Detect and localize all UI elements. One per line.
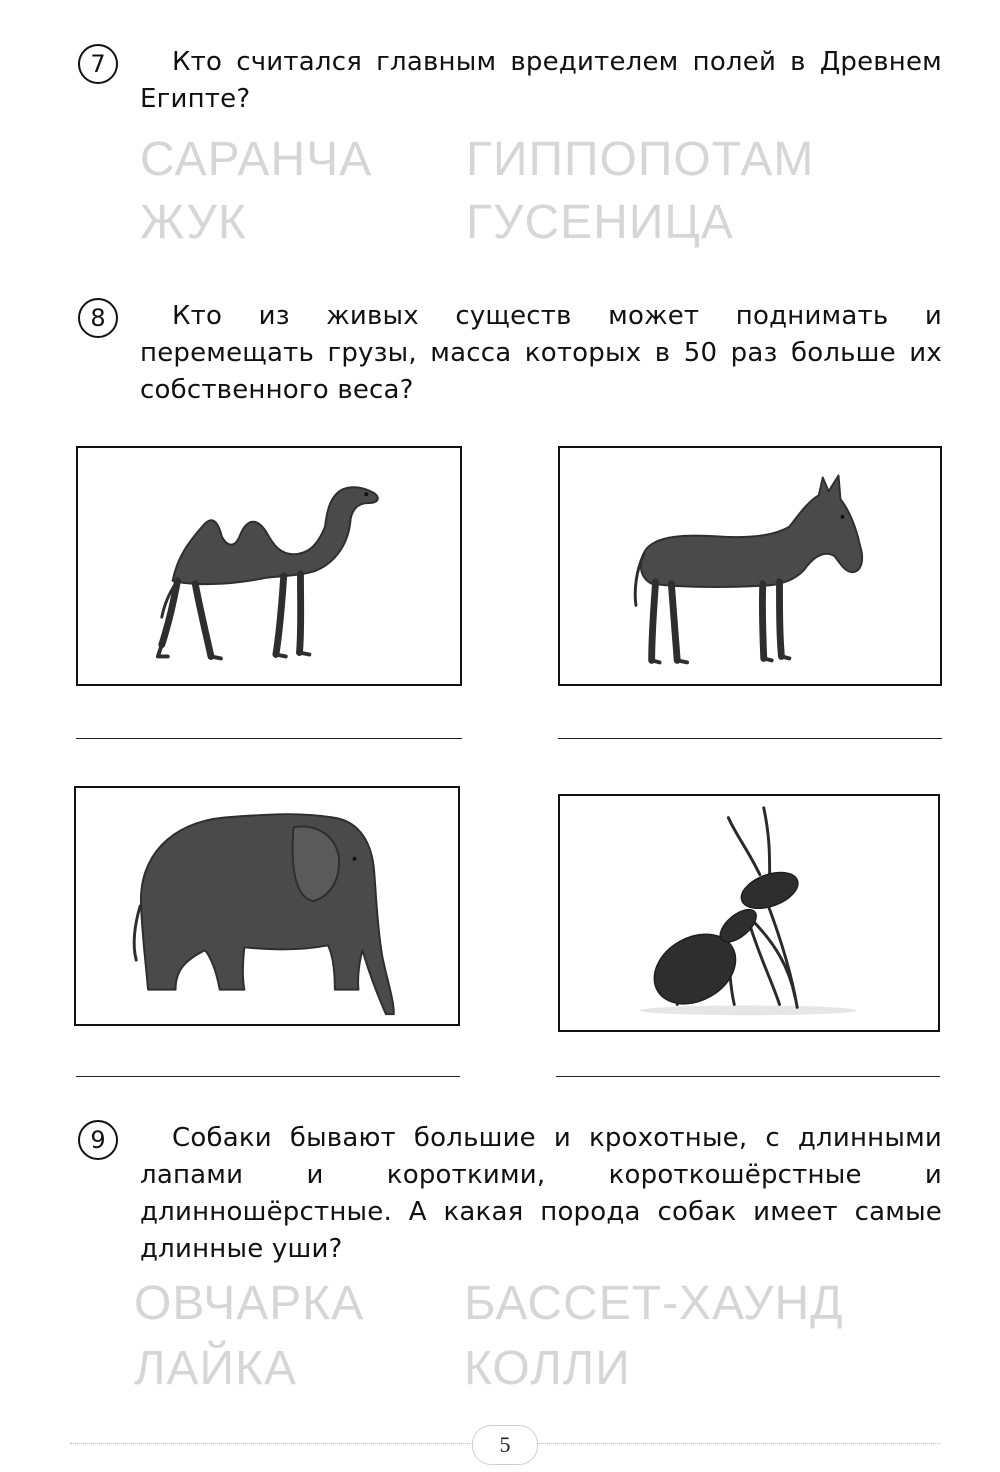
question-8-text: Кто из живых существ может поднимать и перемещать грузы, масса которых в 50 раз больше их собственного веса?: [140, 301, 942, 405]
option-locust[interactable]: САРАНЧА: [140, 133, 373, 186]
question-7-text: Кто считался главным вредителем полей в Древнем Египте?: [140, 47, 942, 114]
option-caterpillar[interactable]: ГУСЕНИЦА: [466, 196, 734, 249]
answer-line-ant[interactable]: [556, 1076, 940, 1077]
camel-photo[interactable]: [76, 446, 462, 686]
answer-line-donkey[interactable]: [558, 738, 942, 739]
question-9-text: Собаки бывают большие и крохотные, с длинными лапами и короткими, короткошёрстные и длинношёрстные. А какая порода собак имеет самые длинные уши?: [140, 1123, 942, 1264]
option-shepherd[interactable]: ОВЧАРКА: [134, 1277, 365, 1330]
answer-line-elephant[interactable]: [76, 1076, 460, 1077]
donkey-image: [560, 448, 940, 684]
option-collie[interactable]: КОЛЛИ: [464, 1342, 631, 1395]
option-basset-hound[interactable]: БАССЕТ-ХАУНД: [464, 1277, 844, 1330]
ant-image: [560, 796, 938, 1030]
elephant-photo[interactable]: [74, 786, 460, 1026]
question-number-9: 9: [78, 1120, 118, 1160]
elephant-image: [76, 788, 458, 1024]
camel-image: [78, 448, 460, 684]
option-laika[interactable]: ЛАЙКА: [134, 1342, 297, 1395]
donkey-photo[interactable]: [558, 446, 942, 686]
option-hippopotamus[interactable]: ГИППОПОТАМ: [466, 133, 815, 186]
footer-rule-left: [70, 1443, 470, 1444]
question-number-7: 7: [78, 44, 118, 84]
answer-line-camel[interactable]: [76, 738, 462, 739]
ant-photo[interactable]: [558, 794, 940, 1032]
question-number-8: 8: [78, 298, 118, 338]
page-number: 5: [472, 1425, 538, 1465]
question-8: [78, 298, 942, 409]
option-beetle[interactable]: ЖУК: [140, 196, 247, 249]
footer-rule-right: [538, 1443, 940, 1444]
question-7: [78, 44, 942, 118]
question-9: [78, 1120, 942, 1268]
